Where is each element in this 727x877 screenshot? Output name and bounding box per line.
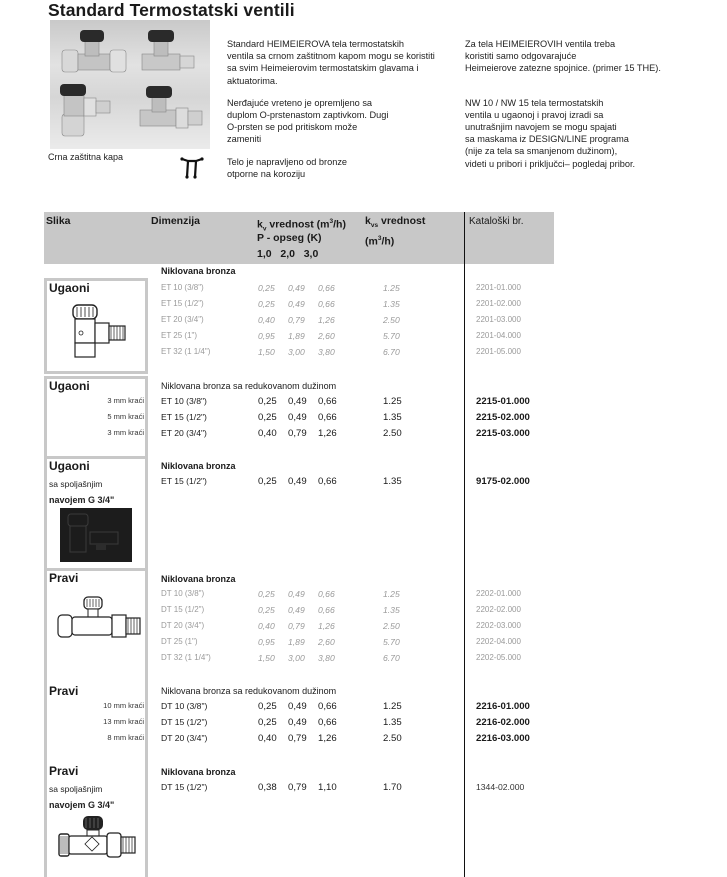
group-title: Niklovana bronza bbox=[161, 266, 236, 276]
cell-kvs: 5.70 bbox=[383, 331, 400, 341]
group-title: Niklovana bronza bbox=[161, 461, 236, 471]
cell-dimension: ET 25 (1") bbox=[161, 331, 198, 340]
cell-kv-3: 0,66 bbox=[318, 717, 337, 728]
cell-dimension: DT 15 (1/2") bbox=[161, 782, 208, 792]
section-ugaoni-external-thread bbox=[44, 456, 530, 568]
cell-kv-2: 0,49 bbox=[288, 283, 305, 293]
row-note: 3 mm kraći bbox=[107, 396, 144, 405]
cell-kvs: 2.50 bbox=[383, 428, 402, 439]
cell-kv-2: 1,89 bbox=[288, 331, 305, 341]
cell-catalog-number: 2215-03.000 bbox=[476, 428, 530, 439]
cell-catalog-number: 2215-01.000 bbox=[476, 396, 530, 407]
cell-kvs: 1.70 bbox=[383, 782, 402, 793]
cell-kv-1: 0,25 bbox=[258, 412, 277, 423]
cell-kv-3: 0,66 bbox=[318, 589, 335, 599]
table-row bbox=[44, 589, 604, 605]
intro-paragraph: Telo je napravljeno od bronze otporne na koroziju bbox=[227, 156, 348, 179]
cell-kv-2: 1,89 bbox=[288, 637, 305, 647]
cell-catalog-number: 2202-02.000 bbox=[476, 605, 521, 614]
cell-dimension: DT 10 (3/8") bbox=[161, 589, 205, 598]
group-title: Niklovana bronza sa redukovanom dužinom bbox=[161, 381, 337, 391]
cell-dimension: ET 15 (1/2") bbox=[161, 476, 207, 486]
table-header bbox=[44, 212, 554, 264]
valve-bodies-photo bbox=[50, 20, 210, 149]
page-title: Standard Termostatski ventili bbox=[48, 0, 295, 20]
table-row bbox=[44, 733, 604, 749]
table-row bbox=[44, 412, 604, 428]
cell-kv-1: 1,50 bbox=[258, 347, 275, 357]
cell-dimension: ET 10 (3/8") bbox=[161, 396, 207, 406]
cell-kv-1: 0,25 bbox=[258, 396, 277, 407]
cell-kvs: 1.25 bbox=[383, 283, 400, 293]
cell-catalog-number: 2202-03.000 bbox=[476, 621, 521, 630]
cell-kv-3: 3,80 bbox=[318, 653, 335, 663]
cell-kvs: 1.35 bbox=[383, 299, 400, 309]
cell-dimension: ET 15 (1/2") bbox=[161, 299, 204, 308]
valve-angle-icon bbox=[140, 86, 202, 128]
cell-kv-2: 0,79 bbox=[288, 428, 307, 439]
intro-paragraph: Standard HEIMEIEROVA tela termostatskih ventila sa crnom zaštitnom kapom mogu se koristiti sa svim Heimeierovim termostatskim glavama i aktuatorima. bbox=[227, 39, 435, 86]
table-row bbox=[44, 347, 604, 363]
cell-catalog-number: 2201-05.000 bbox=[476, 347, 521, 356]
cell-catalog-number: 2216-01.000 bbox=[476, 701, 530, 712]
cell-kvs: 5.70 bbox=[383, 637, 400, 647]
cell-kv-1: 0,40 bbox=[258, 315, 275, 325]
section-title: Ugaoni bbox=[49, 379, 90, 393]
section-subtitle-bold: navojem G 3/4" bbox=[49, 495, 115, 505]
cell-dimension: ET 32 (1 1/4") bbox=[161, 347, 211, 356]
cell-catalog-number: 2215-02.000 bbox=[476, 412, 530, 423]
cell-kv-1: 1,50 bbox=[258, 653, 275, 663]
section-title: Pravi bbox=[49, 571, 79, 585]
cell-kv-2: 0,49 bbox=[288, 605, 305, 615]
cell-kvs: 1.35 bbox=[383, 412, 402, 423]
section-pravi-reduced bbox=[44, 676, 530, 756]
cell-kv-3: 1,26 bbox=[318, 315, 335, 325]
header-kvs-unit: $(m^3/h)$ bbox=[365, 235, 395, 248]
cell-kv-3: 1,26 bbox=[318, 733, 337, 744]
cell-kv-1: 0,25 bbox=[258, 701, 277, 712]
angle-valve-dark-image bbox=[60, 508, 132, 562]
cell-kvs: 1.35 bbox=[383, 717, 402, 728]
cell-kv-2: 0,79 bbox=[288, 621, 305, 631]
table-row bbox=[44, 653, 604, 669]
cell-kv-1: 0,95 bbox=[258, 637, 275, 647]
intro-paragraph: NW 10 / NW 15 tela termostatskih ventila u ugaonoj i pravoj izradi sa unutrašnjim navojem se mogu spajati sa maskama iz DESIGN/LINE programa (nije za tela sa smanjenom dužinom), videti u pribori i priključci– pogledaj pribor. bbox=[465, 97, 636, 169]
group-title: Niklovana bronza bbox=[161, 574, 236, 584]
cell-kv-2: 0,79 bbox=[288, 782, 307, 793]
intro-paragraph: Za tela HEIMEIEROVIH ventila treba koristiti samo odgovarajuće Heimeierove zatezne spojnice. (primer 15 THE). bbox=[465, 39, 661, 74]
cell-catalog-number: 2202-04.000 bbox=[476, 637, 521, 646]
cell-kv-2: 0,49 bbox=[288, 589, 305, 599]
section-pravi-external-thread bbox=[44, 756, 525, 877]
section-title: Ugaoni bbox=[49, 281, 90, 295]
cell-kv-3: 0,66 bbox=[318, 476, 337, 487]
cell-kv-2: 0,79 bbox=[288, 315, 305, 325]
cell-kv-1: 0,25 bbox=[258, 283, 275, 293]
cell-kv-1: 0,25 bbox=[258, 605, 275, 615]
header-slika: Slika bbox=[46, 215, 71, 227]
cell-kv-1: 0,25 bbox=[258, 476, 277, 487]
cell-kv-1: 0,25 bbox=[258, 717, 277, 728]
cell-dimension: ET 10 (3/8") bbox=[161, 283, 204, 292]
cell-kv-3: 2,60 bbox=[318, 637, 335, 647]
table-row bbox=[44, 315, 604, 331]
cell-kv-2: 0,49 bbox=[288, 717, 307, 728]
header-kvs: $k_{vs}$ vrednost bbox=[365, 215, 426, 230]
cell-catalog-number: 9175-02.000 bbox=[476, 476, 530, 487]
header-katalog: Kataloški br. bbox=[469, 216, 524, 227]
fitting-tool-icon bbox=[180, 155, 204, 181]
cell-kv-3: 0,66 bbox=[318, 283, 335, 293]
cell-catalog-number: 1344-02.000 bbox=[476, 782, 525, 792]
cell-kvs: 2.50 bbox=[383, 315, 400, 325]
cell-kv-3: 2,60 bbox=[318, 331, 335, 341]
cell-kv-2: 3,00 bbox=[288, 347, 305, 357]
cell-catalog-number: 2202-01.000 bbox=[476, 589, 521, 598]
photo-caption: Crna zaštitna kapa bbox=[48, 152, 124, 162]
cell-kv-2: 0,49 bbox=[288, 476, 307, 487]
cell-kv-1: 0,40 bbox=[258, 621, 275, 631]
cell-dimension: ET 20 (3/4") bbox=[161, 315, 204, 324]
section-title: Pravi bbox=[49, 764, 79, 778]
table-row bbox=[44, 621, 604, 637]
cell-kv-1: 0,40 bbox=[258, 428, 277, 439]
cell-catalog-number: 2201-01.000 bbox=[476, 283, 521, 292]
cell-dimension: DT 20 (3/4") bbox=[161, 621, 205, 630]
cell-kv-3: 0,66 bbox=[318, 396, 337, 407]
table-row bbox=[44, 299, 604, 315]
row-note: 13 mm kraći bbox=[103, 717, 144, 726]
cell-kvs: 1.35 bbox=[383, 476, 402, 487]
section-ugaoni-standard bbox=[44, 264, 521, 374]
cell-kv-3: 1,10 bbox=[318, 782, 337, 793]
cell-kv-3: 0,66 bbox=[318, 412, 337, 423]
cell-dimension: DT 15 (1/2") bbox=[161, 717, 208, 727]
section-pravi-standard bbox=[44, 568, 521, 676]
table-row bbox=[44, 605, 604, 621]
cell-kv-2: 3,00 bbox=[288, 653, 305, 663]
cell-kvs: 1.25 bbox=[383, 701, 402, 712]
cell-catalog-number: 2216-02.000 bbox=[476, 717, 530, 728]
header-kv: $k_v$ vrednost $(m^3/h)$ bbox=[257, 218, 346, 233]
header-p-values: 1,0 2,0 3,0 bbox=[257, 248, 319, 260]
valve-straight-icon bbox=[62, 30, 126, 72]
valve-photo-graphic bbox=[50, 20, 210, 149]
cell-kvs: 2.50 bbox=[383, 733, 402, 744]
section-image-box bbox=[44, 756, 148, 877]
table-row bbox=[44, 637, 604, 653]
cell-dimension: ET 20 (3/4") bbox=[161, 428, 207, 438]
cell-kv-1: 0,95 bbox=[258, 331, 275, 341]
cell-dimension: DT 25 (1") bbox=[161, 637, 198, 646]
header-dimenzija: Dimenzija bbox=[151, 215, 201, 227]
cell-kv-2: 0,49 bbox=[288, 412, 307, 423]
intro-left-column bbox=[227, 38, 457, 190]
cell-kv-3: 0,66 bbox=[318, 701, 337, 712]
cell-dimension: DT 20 (3/4") bbox=[161, 733, 208, 743]
cell-kv-3: 1,26 bbox=[318, 621, 335, 631]
cell-kv-3: 3,80 bbox=[318, 347, 335, 357]
cell-kv-1: 0,40 bbox=[258, 733, 277, 744]
valve-angle-icon bbox=[60, 84, 110, 136]
section-image-box bbox=[44, 456, 148, 568]
cell-catalog-number: 2202-05.000 bbox=[476, 653, 521, 662]
table-row bbox=[44, 476, 604, 492]
table-row bbox=[44, 331, 604, 347]
cell-dimension: DT 10 (3/8") bbox=[161, 701, 208, 711]
cell-kvs: 1.25 bbox=[383, 396, 402, 407]
table-row bbox=[44, 283, 604, 299]
cell-kv-2: 0,49 bbox=[288, 299, 305, 309]
straight-valve-threaded-icon bbox=[57, 814, 137, 860]
cell-catalog-number: 2216-03.000 bbox=[476, 733, 530, 744]
cell-kv-2: 0,49 bbox=[288, 396, 307, 407]
cell-kvs: 6.70 bbox=[383, 653, 400, 663]
table-row bbox=[44, 701, 604, 717]
group-title: Niklovana bronza sa redukovanom dužinom bbox=[161, 686, 337, 696]
row-note: 8 mm kraći bbox=[107, 733, 144, 742]
cell-kv-3: 0,66 bbox=[318, 605, 335, 615]
row-note: 3 mm kraći bbox=[107, 428, 144, 437]
group-title: Niklovana bronza bbox=[161, 767, 236, 777]
cell-kv-3: 0,66 bbox=[318, 299, 335, 309]
cell-dimension: DT 15 (1/2") bbox=[161, 605, 205, 614]
cell-catalog-number: 2201-02.000 bbox=[476, 299, 521, 308]
cell-dimension: DT 32 (1 1/4") bbox=[161, 653, 211, 662]
row-note: 5 mm kraći bbox=[107, 412, 144, 421]
table-row bbox=[44, 717, 604, 733]
row-note: 10 mm kraći bbox=[103, 701, 144, 710]
section-ugaoni-reduced bbox=[44, 376, 530, 456]
cell-catalog-number: 2201-03.000 bbox=[476, 315, 521, 324]
cell-kv-1: 0,38 bbox=[258, 782, 277, 793]
cell-catalog-number: 2201-04.000 bbox=[476, 331, 521, 340]
cell-dimension: ET 15 (1/2") bbox=[161, 412, 207, 422]
cell-kv-1: 0,25 bbox=[258, 299, 275, 309]
cell-kv-1: 0,25 bbox=[258, 589, 275, 599]
intro-right-column bbox=[465, 38, 715, 180]
table-row bbox=[44, 396, 604, 412]
cell-kvs: 6.70 bbox=[383, 347, 400, 357]
table-row bbox=[44, 782, 604, 798]
section-title: Ugaoni bbox=[49, 459, 90, 473]
cell-kv-3: 1,26 bbox=[318, 428, 337, 439]
section-subtitle: sa spoljašnjim bbox=[49, 784, 103, 794]
table-row bbox=[44, 428, 604, 444]
header-p-range: P - opseg (K) bbox=[257, 232, 322, 244]
intro-paragraph: Nerđajuće vreteno je opremljeno sa duplom O-prstenastom zaptivkom. Dugi O-prsten se pod pritiskom može zameniti bbox=[227, 97, 389, 145]
cell-kvs: 1.35 bbox=[383, 605, 400, 615]
section-subtitle-bold: navojem G 3/4" bbox=[49, 800, 115, 810]
section-subtitle: sa spoljašnjim bbox=[49, 479, 103, 489]
cell-kv-2: 0,79 bbox=[288, 733, 307, 744]
section-title: Pravi bbox=[49, 684, 79, 698]
cell-kvs: 1.25 bbox=[383, 589, 400, 599]
cell-kvs: 2.50 bbox=[383, 621, 400, 631]
cell-kv-2: 0,49 bbox=[288, 701, 307, 712]
valve-straight-icon bbox=[142, 30, 194, 70]
